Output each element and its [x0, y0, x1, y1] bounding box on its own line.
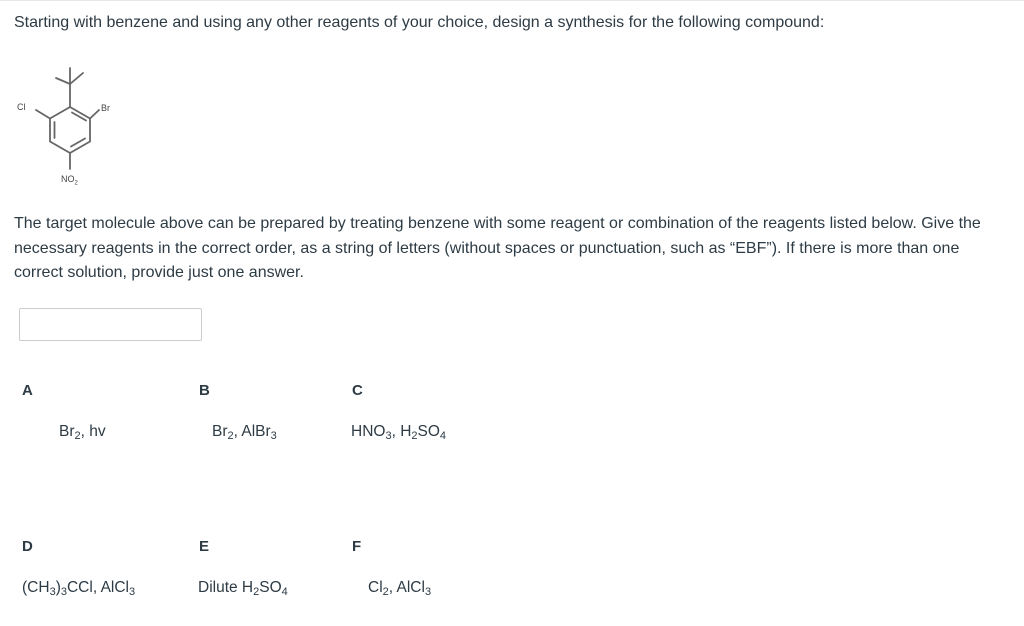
option-b-letter: B — [199, 382, 210, 399]
question-instructions: The target molecule above can be prepared by treating benzene with some reagent or combination of the reagents listed below. Give the necessary reagents in the correct order, as a string of letters (without spaces or punctuation, such as “EBF”). If there is more than one correct solution, provide just one answer. — [14, 215, 981, 281]
option-d-reagent: $(CH_3)_3CCl$, AlCl$_3$ — [22, 579, 136, 598]
answer-input[interactable] — [19, 308, 202, 341]
option-a-letter: A — [22, 382, 33, 399]
target-molecule-structure — [10, 52, 140, 192]
option-e-letter: E — [199, 538, 210, 555]
option-e-reagent: Dilute $H_2SO_4$ — [198, 579, 288, 598]
question-prompt: Starting with benzene and using any other reagents of your choice, design a synthesis for the following compound: — [14, 14, 825, 31]
option-a-reagent: $Br_2$, hv — [59, 423, 106, 442]
option-d-letter: D — [22, 538, 33, 555]
option-f-letter: F — [352, 538, 362, 555]
chlorine-label: Cl — [17, 102, 26, 112]
option-b-reagent: $Br_2$, AlBr$_3$ — [212, 423, 277, 442]
option-c-reagent: $HNO_3$, $H_2SO_4$ — [351, 423, 447, 442]
option-c-letter: C — [352, 382, 363, 399]
top-divider — [0, 0, 1024, 1]
nitro-label: $NO_2$ — [61, 174, 78, 187]
option-f-reagent: $Cl_2$, AlCl$_3$ — [368, 579, 432, 598]
bromine-label: Br — [101, 103, 110, 113]
